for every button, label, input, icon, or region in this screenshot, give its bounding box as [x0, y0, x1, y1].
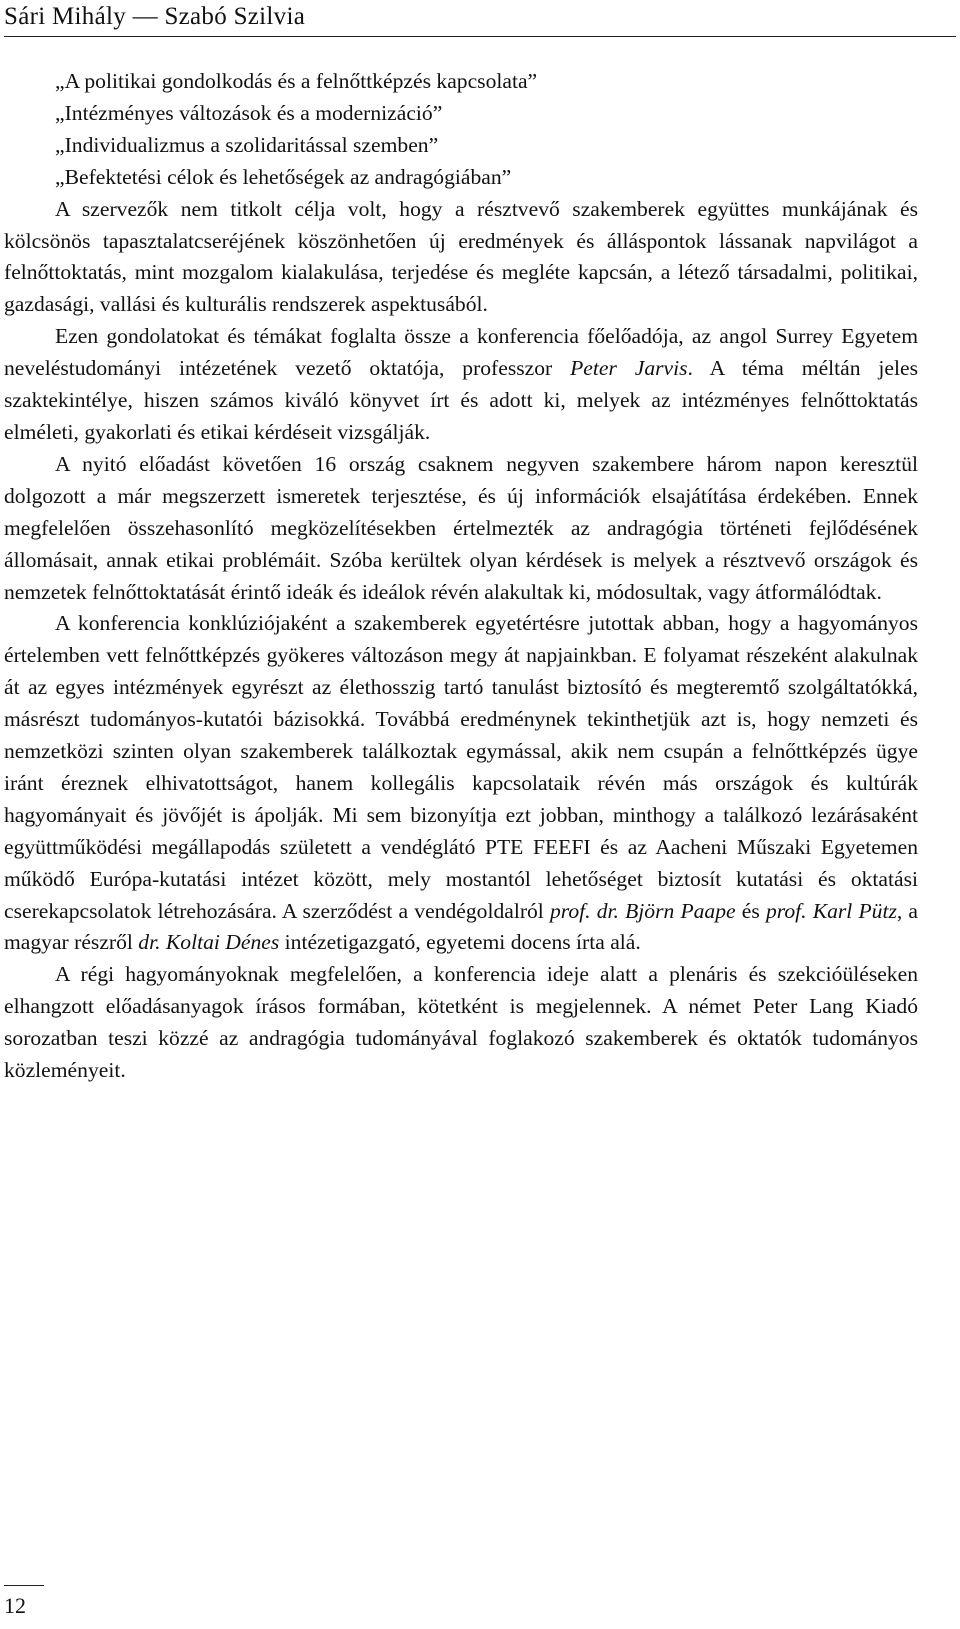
paragraph-keynote: [4, 321, 918, 449]
paragraph-text: Ezen gondolatokat és témákat foglalta össze a konferencia főelőadója, az angol Surrey Egyetem neveléstudományi intézetének vezető oktatója, professzor: [4, 324, 918, 381]
paragraph-publication: A régi hagyományoknak megfelelően, a konferencia ideje alatt a plenáris és szekcióüléseken elhangzott előadásanyagok írásos formában, kötetként is megjelennek. A német Peter Lang Kiadó sorozatban teszi közzé az andragógia tudományával foglakozó szakemberek és oktatók tudományos közleményeit.: [4, 962, 918, 1083]
lecture-title-3: „Individualizmus a szolidaritással szemben”: [55, 132, 439, 157]
paragraph-text: A konferencia konklúziójaként a szakemberek egyetértésre jutottak abban, hogy a hagyományos értelemben vett felnőttképzés gyökeres változáson megy át napjainkban. E folyamat részeként alakulnak át az egyes intézmények egyrészt az élethosszig tartó tanulást biztosító és megteremtő szolgáltatókká, másrészt tudományos-kutatói bázisokká. Továbbá eredménynek tekinthetjük azt is, hogy nemzeti és nemzetközi szinten olyan szakemberek találkoztak egymással, akik nem csupán a felnőttképzés ügye iránt éreznek elhivatottságot, hanem kollegális kapcsolataik révén más országok és kultúrák hagyományait és jövőjét is ápolják. Mi sem bizonyítja ezt jobban, minthogy a találkozó lezárásaként együttműködési megállapodás született a vendéglátó PTE FEEFI és az Aacheni Műszaki Egyetemen működő Európa-kutatási intézet között, mely mostantól lehetőséget biztosít kutatási és oktatási cserekapcsolatok létrehozására. A szerződést a vendégoldalról: [4, 611, 918, 923]
page-number: 12: [4, 1593, 26, 1618]
footer-rule: [4, 1585, 44, 1586]
document-body: [4, 66, 918, 1087]
lecture-title-1: „A politikai gondolkodás és a felnőttképzés kapcsolata”: [55, 69, 538, 93]
paragraph-text: és: [735, 898, 766, 923]
paragraph-opening-lecture: A nyitó előadást követően 16 ország csaknem negyven szakembere három napon keresztül dolgozott a már megszerzett ismeretek terjesztése, és új információk elsajátítása érdekében. Ennek megfelelően összehasonlító megközelítésekben értelmezték az andragógia történeti fejlődésének állomásait, annak etikai problémáit. Szóba kerültek olyan kérdések is melyek a résztvevő országok és nemzetek felnőttoktatását érintő ideák és ideálok révén alakultak ki, módosultak, vagy átformálódtak.: [4, 451, 918, 604]
paragraph-text: intézetigazgató, egyetemi docens írta alá.: [279, 930, 641, 955]
paragraph-conference-goals: A szervezők nem titkolt célja volt, hogy a résztvevő szakemberek együttes munkájának és kölcsönös tapasztalatcseréjének köszönhetően új eredmények és álláspontok lássanak napvilágot a felnőttoktatás, mint mozgalom kialakulása, terjedése és megléte kapcsán, a létező társadalmi, politikai, gazdasági, vallási és kulturális rendszerek aspektusából.: [4, 196, 918, 317]
person-name: prof. dr. Björn Paape: [549, 898, 736, 923]
lecture-title-4: „Befektetési célok és lehetőségek az andragógiában”: [55, 164, 512, 189]
person-name: Peter Jarvis: [570, 356, 688, 381]
person-name: prof. Karl Pütz: [765, 898, 897, 923]
paragraph-conclusion: [4, 608, 918, 959]
lecture-title-2: „Intézményes változások és a modernizáció”: [55, 100, 443, 125]
paragraph-text: . A téma méltán jeles szaktekintélye, hiszen számos kiváló könyvet írt és adott ki, melyek az intézményes felnőttoktatás elméleti, gyakorlati és etikai kérdéseit vizsgálják.: [4, 356, 918, 444]
paragraph-text: , a magyar részről: [4, 898, 918, 955]
running-head: Sári Mihály — Szabó Szilvia: [4, 2, 956, 37]
person-name: dr. Koltai Dénes: [138, 930, 280, 955]
